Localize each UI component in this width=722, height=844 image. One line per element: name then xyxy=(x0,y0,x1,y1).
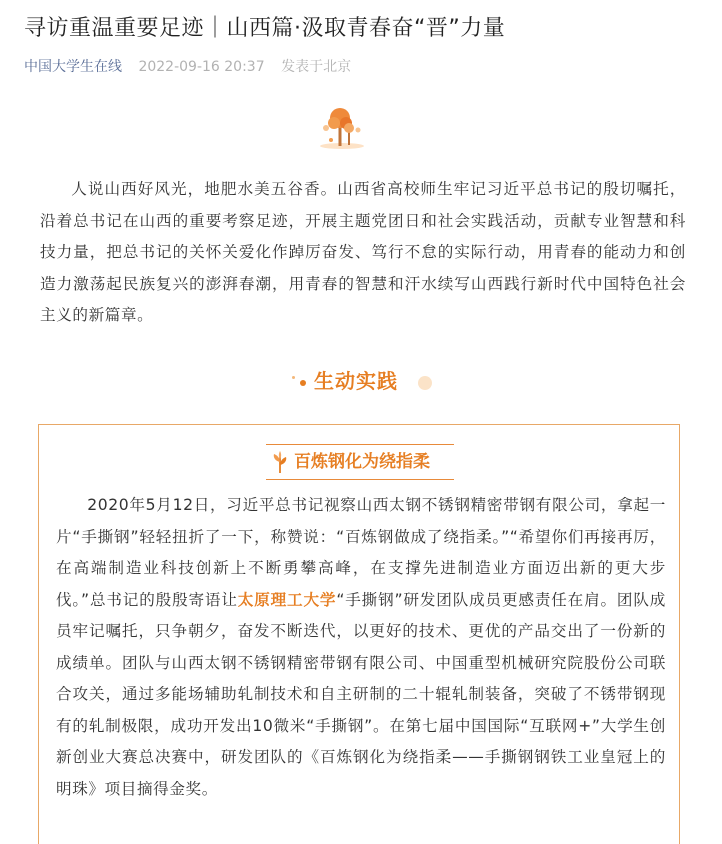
highlight-university: 太原理工大学 xyxy=(237,590,337,609)
intro-paragraph: 人说山西好风光，地肥水美五谷香。山西省高校师生牢记习近平总书记的殷切嘱托，沿着总书记在山西的重要考察足迹，开展主题党团日和社会实践活动，贡献专业智慧和科技力量，把总书记的关怀关爱化作踔厉奋发、笃行不怠的实际行动，用青春的能动力和创造力激荡起民族复兴的澎湃春潮，用青春的智慧和汗水续写山西践行新时代中国特色社会主义的新篇章。 xyxy=(40,180,686,324)
deco-dot-icon xyxy=(292,376,295,379)
source-link[interactable]: 中国大学生在线 xyxy=(24,59,122,75)
section-heading-label: 生动实践 xyxy=(314,369,398,393)
body-paragraph xyxy=(56,490,666,805)
sprout-icon xyxy=(270,450,290,474)
autumn-tree-icon xyxy=(318,104,366,150)
publish-time: 2022-09-16 20:37 xyxy=(138,59,265,75)
body-text-after: “手撕钢”研发团队成员更感责任在肩。团队成员牢记嘱托，只争朝夕，奋发不断迭代，以更好的技术、更优的产品交出了一份新的成绩单。团队与山西太钢不锈钢精密带钢有限公司、中国重型机械研究院股份公司联合攻关，通过多能场辅助轧制技术和自主研制的二十辊轧制装备，突破了不锈带钢现有的轧制极限，成功开发出10微米“手撕钢”。在第七届中国国际“互联网+”大学生创新创业大赛总决赛中，研发团队的《百炼钢化为绕指柔——手撕钢钢铁工业皇冠上的明珠》项目摘得金奖。 xyxy=(56,590,666,798)
subsection-heading-label: 百炼钢化为绕指柔 xyxy=(294,452,430,472)
deco-dot-icon xyxy=(300,380,306,386)
publish-location: 发表于北京 xyxy=(281,59,352,75)
body-text xyxy=(56,490,666,805)
article-meta xyxy=(24,56,351,78)
article-title: 寻访重温重要足迹｜山西篇·汲取青春奋“晋”力量 xyxy=(24,16,506,41)
section-heading xyxy=(288,364,438,398)
deco-circle-icon xyxy=(418,376,432,390)
body-text-before: 2020年5月12日，习近平总书记视察山西太钢不锈钢精密带钢有限公司，拿起一片“手撕钢”轻轻扭折了一下，称赞说：“百炼钢做成了绕指柔。”“希望你们再接再厉，在高端制造业科技创新上不断勇攀高峰，在支撑先进制造业方面迈出新的更大步伐。”总书记的殷殷寄语让 xyxy=(56,496,666,609)
subsection-heading xyxy=(266,444,454,480)
